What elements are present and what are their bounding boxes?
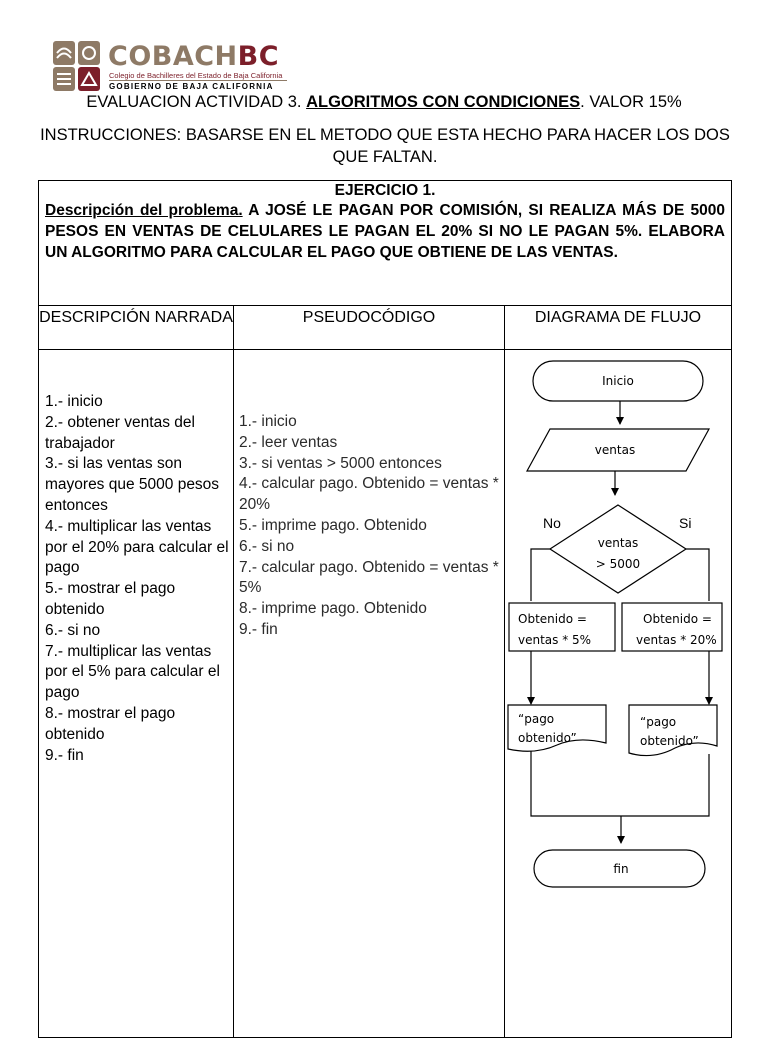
problem-text: A JOSÉ LE PAGAN POR COMISIÓN, SI REALIZA MÁS DE 5000 PESOS EN VENTAS DE CELULARES LE PAGAN EL 20% SI NO LE PAGAN 5%. ELABORA UN ALGORITMO PARA CALCULAR EL PAGO QUE OBTIENE DE LAS VENTAS. [45,202,725,261]
decision-line2: > 5000 [595,557,641,571]
cobach-logo [52,40,292,96]
list-item: 2.- leer ventas [239,433,338,451]
list-item: 4.- calcular pago. Obtenido = ventas * 20% [239,475,499,514]
end-label: fin [613,862,629,876]
flow-line-no [531,549,550,601]
logo-divider [109,80,287,81]
output-right-line2: obtenido” [640,734,699,748]
list-item: 7.- calcular pago. Obtenido = ventas * 5% [239,558,499,597]
list-item: 8.- imprime pago. Obtenido [239,600,427,618]
column-header-pseudocode: PSEUDOCÓDIGO [234,306,505,350]
process-right-line1: Obtenido = [643,612,712,626]
logo-subtitle: Colegio de Bachilleres del Estado de Baja California [109,71,283,80]
exercise-title: EJERCICIO 1. [334,182,436,199]
yes-label: Si [679,515,692,531]
logo-government: GOBIERNO DE BAJA CALIFORNIA [109,82,274,91]
list-item: 7.- multiplicar las ventas por el 5% para calcular el pago [45,642,220,702]
exercise-table [38,180,732,1038]
list-item: 1.- inicio [45,393,103,410]
instructions: INSTRUCCIONES: BASARSE EN EL METODO QUE ESTA HECHO PARA HACER LOS DOS QUE FALTAN. [40,126,730,166]
cobach-emblem-icon [52,40,102,92]
input-label: ventas [594,443,636,457]
list-item: 4.- multiplicar las ventas por el 20% para calcular el pago [45,517,229,577]
pseudocode-cell [234,350,505,1038]
list-item: 6.- si no [45,621,101,639]
narrated-steps [45,392,229,766]
list-item: 5.- imprime pago. Obtenido [239,516,427,534]
list-item: 3.- si ventas > 5000 entonces [239,454,442,472]
column-header-narrated: DESCRIPCIÓN NARRADA [39,306,234,350]
problem-label: Descripción del problema. [45,202,243,219]
narrated-description-cell [39,350,234,1038]
list-item: 2.- obtener ventas del trabajador [45,413,195,452]
flow-merge-line [531,749,709,816]
list-item: 3.- si las ventas son mayores que 5000 pesos entonces [45,455,220,514]
process-right-line2: ventas * 20% [636,633,717,647]
process-left-line1: Obtenido = [518,612,587,626]
list-item: 9.- fin [239,620,278,638]
flowchart [505,350,732,975]
list-item: 8.- mostrar el pago obtenido [45,704,176,743]
process-left-line2: ventas * 5% [518,633,592,647]
no-label: No [543,515,561,531]
decision-line1: ventas [597,536,639,550]
column-header-flowchart: DIAGRAMA DE FLUJO [505,306,732,350]
pseudocode-steps [239,412,500,641]
page-title: EVALUACION ACTIVIDAD 3. ALGORITMOS CON CONDICIONES. VALOR 15% [86,93,682,111]
output-right-line1: “pago [640,715,677,729]
logo-name: COBACHBC [108,41,280,72]
flowchart-cell [505,350,732,1038]
start-label: Inicio [602,374,634,388]
output-left-line1: “pago [518,712,555,726]
flow-line-yes [686,549,709,601]
list-item: 5.- mostrar el pago obtenido [45,580,176,618]
list-item: 1.- inicio [239,413,297,430]
list-item: 9.- fin [45,746,84,764]
list-item: 6.- si no [239,537,295,555]
problem-description [45,200,725,263]
problem-cell [39,181,732,306]
output-left-line2: obtenido” [518,731,577,745]
